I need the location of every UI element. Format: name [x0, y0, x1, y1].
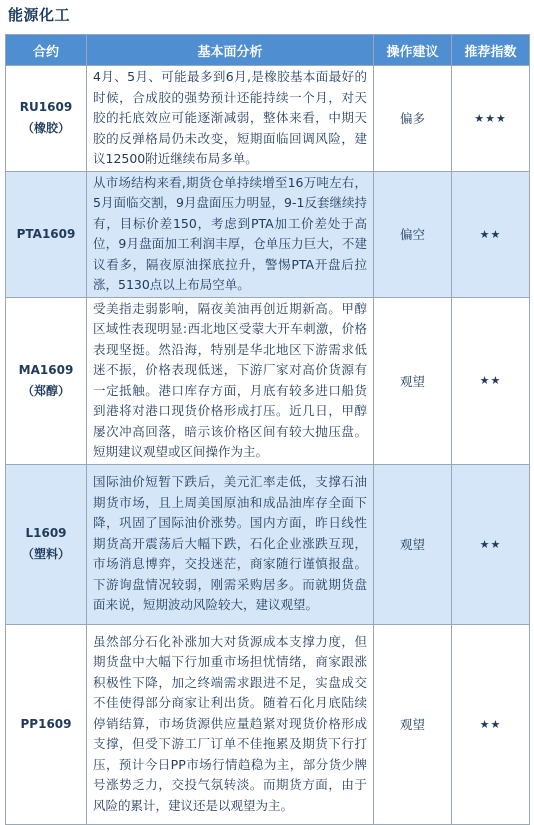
contract-code: MA1609: [18, 362, 74, 377]
table-row: [6, 171, 530, 297]
header-analysis: 基本面分析: [87, 35, 374, 66]
advice-cell: 观望: [374, 297, 452, 464]
advice-cell: 偏多: [374, 66, 452, 172]
header-contract: 合约: [6, 35, 87, 66]
contract-cell: [6, 624, 87, 824]
table-row: [6, 464, 530, 624]
contract-code: RU1609: [19, 100, 73, 115]
header-advice: 操作建议: [374, 35, 452, 66]
contract-cell: [6, 464, 87, 624]
contract-cell: [6, 171, 87, 297]
header-rating: 推荐指数: [452, 35, 530, 66]
rating-stars: ★★: [452, 464, 530, 624]
table-row: [6, 297, 530, 464]
rating-stars: ★★★: [452, 66, 530, 172]
analysis-cell: 虽然部分石化补涨加大对货源成本支撑力度，但期货盘中大幅下行加重市场担忧情绪，商家跟涨积极性下降，加之终端需求跟进不足，实盘成交不佳使得部分商家让利出货。随着石化月底陆续停销结算，市场货源供应量趋紧对现货价格形成支撑，但受下游工厂订单不佳拖累及期货下行打压，预计今日PP市场行情趋稳为主，部分货少牌号涨势乏力，交投气氛转淡。而期货方面，由于风险的累计，建议还是以观望为主。: [87, 624, 374, 824]
analysis-cell: 4月、5月、可能最多到6月,是橡胶基本面最好的时候，合成胶的强势预计还能持续一个月，对天胶的托底效应可能逐渐减弱，整体来看，中期天胶的反弹格局仍未改变，短期面临回调风险，建议12500附近继续布局多单。: [87, 66, 374, 172]
advice-cell: 观望: [374, 464, 452, 624]
contract-code: PTA1609: [16, 226, 76, 241]
contract-code: PP1609: [20, 716, 72, 731]
contract-code: L1609: [25, 526, 67, 540]
contract-cell: [6, 66, 87, 172]
analysis-cell: 受美指走弱影响，隔夜美油再创近期新高。甲醇区域性表现明显:西北地区受蒙大开车刺激，价格表现坚挺。然沿海，特别是华北地区下游需求低迷不振，价格表现低迷，下游厂家对高价货源有一定抵触。港口库存方面，月底有较多进口船货到港将对港口现货价格形成打压。近几日，甲醇屡次冲高回落，暗示该价格区间有较大抛压盘。短期建议观望或区间操作为主。: [87, 297, 374, 464]
contract-cell: [6, 297, 87, 464]
rating-stars: ★★: [452, 297, 530, 464]
rating-stars: ★★: [452, 624, 530, 824]
contract-name: （塑料）: [21, 547, 70, 561]
advice-cell: 观望: [374, 624, 452, 824]
contract-name: （郑醇）: [21, 383, 70, 398]
table-header-row: [6, 35, 530, 66]
advice-cell: 偏空: [374, 171, 452, 297]
section-title: 能源化工: [8, 6, 71, 24]
contract-name: （橡胶）: [21, 121, 70, 136]
table-row: [6, 624, 530, 824]
analysis-cell: 国际油价短暂下跌后，美元汇率走低，支撑石油期货市场，且上周美国原油和成品油库存全面下降，巩固了国际油价涨势。国内方面，昨日线性期货高开震荡后大幅下跌，石化企业涨跌互现，市场消息博弈，交投迷茫，商家随行谨慎报盘。下游询盘情况较弱，刚需采购居多。而就期货盘面来说，短期波动风险较大，建议观望。: [87, 464, 374, 624]
table-row: [6, 66, 530, 172]
futures-analysis-table: [5, 34, 530, 825]
analysis-cell: 从市场结构来看,期货仓单持续增至16万吨左右，5月面临交割，9月盘面压力明显，9-1反套继续持有，目标价差150，考虑到PTA加工价差处于高位，9月盘面加工利润丰厚，仓单压力巨大，不建议看多，隔夜原油探底拉升，警惕PTA开盘后拉涨，5130点以上布局空单。: [87, 171, 374, 297]
rating-stars: ★★: [452, 171, 530, 297]
